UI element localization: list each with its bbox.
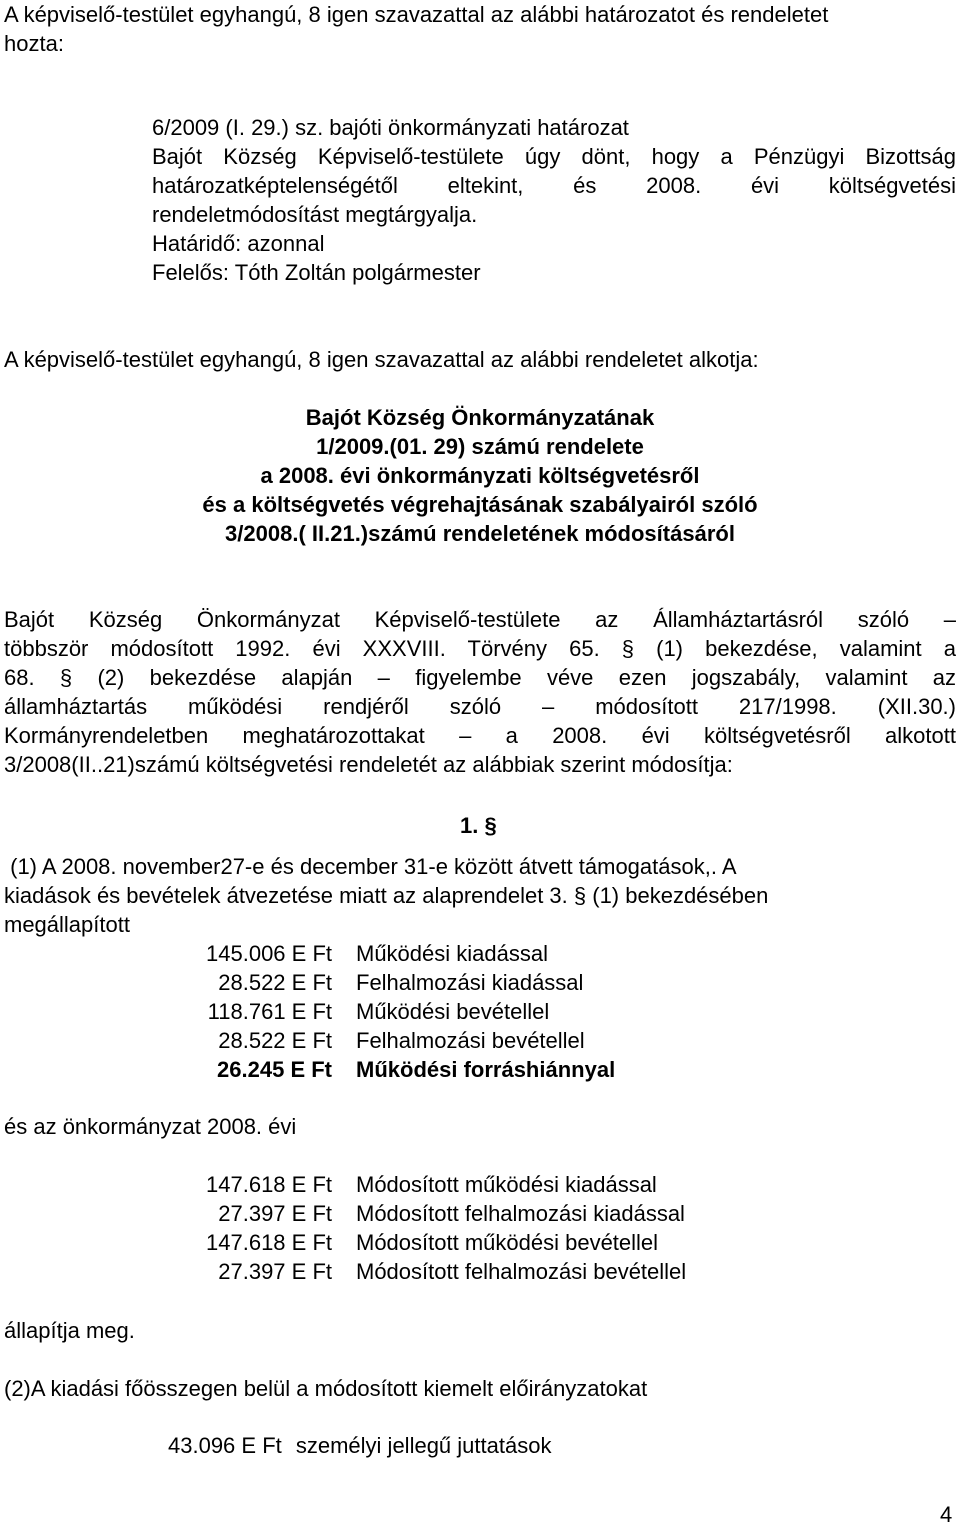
- paragraph-2-item-label: személyi jellegű juttatások: [295, 1433, 552, 1458]
- original-amount-label: Működési bevétellel: [356, 999, 550, 1024]
- modified-amount-row: [192, 1257, 892, 1286]
- paragraph-2-item-amount: 43.096 E Ft: [168, 1433, 282, 1458]
- responsible-value: Tóth Zoltán polgármester: [234, 260, 481, 285]
- intro-decision-text: [4, 0, 956, 58]
- original-amount-label: Felhalmozási bevétellel: [356, 1028, 585, 1053]
- intro-decision-line-2: hozta:: [4, 31, 64, 56]
- deadline-value: azonnal: [247, 231, 325, 256]
- paragraph-1-line-1: (1) A 2008. november27-e és december 31-e között átvett támogatások,. A: [4, 854, 737, 879]
- original-amount-row: [192, 1055, 892, 1084]
- original-amount-row: [192, 997, 892, 1026]
- original-amount-amount: 28.522 E Ft: [218, 1028, 332, 1053]
- original-amount-row: [192, 939, 892, 968]
- page-number: 4: [940, 1502, 953, 1527]
- modified-amount-label: Módosított felhalmozási kiadással: [356, 1201, 685, 1226]
- paragraph-1-line-3: megállapított: [4, 912, 130, 937]
- modified-amount-label: Módosított működési bevétellel: [356, 1230, 659, 1255]
- modified-amount-row: [192, 1199, 892, 1228]
- modified-amount-amount: 27.397 E Ft: [218, 1201, 332, 1226]
- original-amount-amount: 26.245 E Ft: [217, 1057, 332, 1082]
- paragraph-1-line-2: kiadások és bevételek átvezetése miatt az alaprendelet 3. § (1) bekezdésében: [4, 883, 769, 908]
- preamble-line-4: államháztartás működési rendjéről szóló – módosított 217/1998. (XII.30.): [4, 694, 956, 719]
- modified-amount-amount: 147.618 E Ft: [206, 1172, 332, 1197]
- original-amount-amount: 145.006 E Ft: [206, 941, 332, 966]
- modified-amount-label: Módosított felhalmozási bevétellel: [356, 1259, 687, 1284]
- preamble: [4, 605, 956, 779]
- decree-title-line-1: Bajót Község Önkormányzatának: [305, 405, 655, 430]
- original-amount-row: [192, 1026, 892, 1055]
- resolution-responsible: [152, 258, 956, 287]
- decree-title-line-4: és a költségvetés végrehajtásának szabályairól szóló: [202, 492, 758, 517]
- original-amount-amount: 28.522 E Ft: [218, 970, 332, 995]
- modified-amount-label: Módosított működési kiadással: [356, 1172, 657, 1197]
- original-amount-amount: 118.761 E Ft: [207, 999, 332, 1024]
- preamble-line-5: Kormányrendeletben meghatározottakat – a 2008. évi költségvetésről alkotott: [4, 723, 956, 748]
- transition-text: és az önkormányzat 2008. évi: [4, 1114, 297, 1139]
- modified-amount-amount: 27.397 E Ft: [218, 1259, 332, 1284]
- modified-amount-row: [192, 1228, 892, 1257]
- original-amount-row: [192, 968, 892, 997]
- resolution-title: 6/2009 (I. 29.) sz. bajóti önkormányzati határozat: [152, 115, 629, 140]
- preamble-line-3: 68. § (2) bekezdése alapján – figyelembe véve ezen jogszabály, valamint az: [4, 665, 956, 690]
- section-heading: 1. §: [460, 813, 497, 838]
- resolution-deadline: [152, 229, 956, 258]
- decree-title-line-3: a 2008. évi önkormányzati költségvetésről: [260, 463, 700, 488]
- modified-amounts-list: [192, 1170, 892, 1286]
- decree-title-line-5: 3/2008.( II.21.)számú rendeletének módosításáról: [225, 521, 735, 546]
- original-amount-label: Működési forráshiánnyal: [356, 1057, 616, 1082]
- preamble-line-1: Bajót Község Önkormányzat Képviselő-testülete az Államháztartásról szóló –: [4, 607, 956, 632]
- paragraph-2-item: [168, 1431, 551, 1460]
- intro-decree-text: A képviselő-testület egyhangú, 8 igen szavazattal az alábbi rendeletet alkotja:: [4, 347, 759, 372]
- resolution-body-line-1: Bajót Község Képviselő-testülete úgy dönt, hogy a Pénzügyi Bizottság: [152, 144, 956, 169]
- original-amount-label: Felhalmozási kiadással: [356, 970, 584, 995]
- intro-decision-line-1: A képviselő-testület egyhangú, 8 igen szavazattal az alábbi határozatot és rendeletet: [4, 2, 829, 27]
- preamble-line-2: többször módosított 1992. évi XXXVIII. Törvény 65. § (1) bekezdése, valamint a: [4, 636, 956, 661]
- decree-title: [0, 403, 960, 548]
- responsible-label: Felelős:: [152, 260, 230, 285]
- closing-text: állapítja meg.: [4, 1318, 135, 1343]
- modified-amount-row: [192, 1170, 892, 1199]
- decree-title-line-2: 1/2009.(01. 29) számú rendelete: [316, 434, 644, 459]
- paragraph-2: (2)A kiadási főösszegen belül a módosított kiemelt előirányzatokat: [4, 1376, 648, 1401]
- modified-amount-amount: 147.618 E Ft: [206, 1230, 332, 1255]
- resolution-body-line-3: rendeletmódosítást megtárgyalja.: [152, 202, 478, 227]
- original-amounts-list: [192, 939, 892, 1084]
- paragraph-1: [4, 852, 956, 939]
- deadline-label: Határidő:: [152, 231, 242, 256]
- resolution-body-line-2: határozatképtelenségétől eltekint, és 2008. évi költségvetési: [152, 173, 956, 198]
- resolution-block: [152, 113, 956, 287]
- original-amount-label: Működési kiadással: [356, 941, 548, 966]
- preamble-line-6: 3/2008(II..21)számú költségvetési rendeletét az alábbiak szerint módosítja:: [4, 752, 733, 777]
